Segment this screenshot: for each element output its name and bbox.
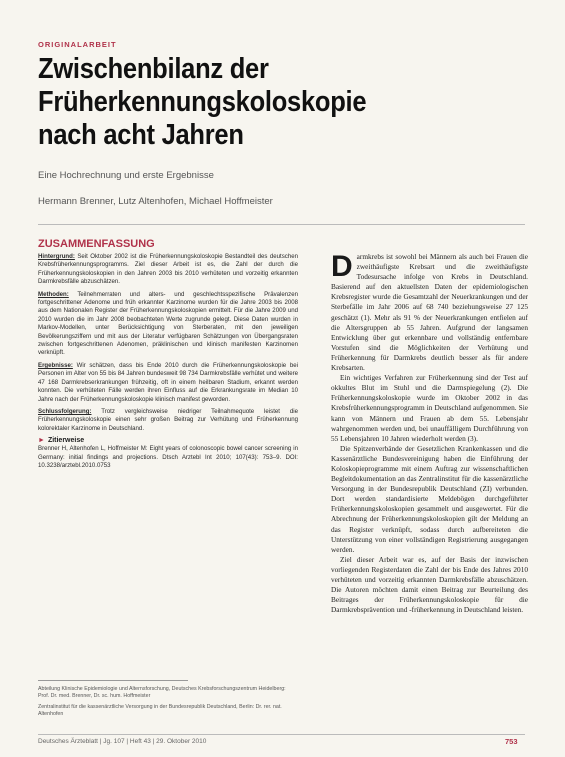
triangle-icon: ►	[38, 437, 45, 445]
footnote-divider	[38, 680, 188, 681]
abstract-keyword: Methoden:	[38, 290, 69, 298]
abstract-keyword: Ergebnisse:	[38, 361, 73, 369]
abstract-background	[38, 253, 298, 287]
body-paragraph-text: armkrebs ist sowohl bei Männern als auch bei Frauen die zweithäufigste Krebsart und die zweithäufigste Todesursache infolge von Krebs in Deutschland. Basierend auf den aktuellsten Daten der epidemiologischen Krebsregister wurde die Gesamtzahl der Neuerkrankungen und der Sterbefälle im Jahr 2006 auf 68 740 beziehungsweise 27 125 geschätzt (1). Mehr als 91 % der Neuerkrankungen entfielen auf die Altersgruppen ab 55 Jahren. Aufgrund der langsamen Entwicklung über gut erkennbare und vollständig entfernbare Vorstufen sind die Möglichkeiten der Verhütung und Früherkennung für Darmkrebs deutlich besser als für andere Krebsarten.	[331, 252, 528, 373]
abstract-keyword: Hintergrund:	[38, 253, 75, 260]
article-title: Zwischenbilanz der Früherkennungskoloskopie nach acht Jahren	[38, 53, 367, 151]
header-divider	[38, 224, 525, 225]
article-subtitle: Eine Hochrechnung und erste Ergebnisse	[38, 170, 214, 181]
body-paragraph: Ziel dieser Arbeit war es, auf der Basis der inzwischen vorliegenden Registerdaten die Zahl der bis Ende des Jahres 2010 verhüteten und vorzeitig erkannten Darmkrebsfälle abzuschätzen. Die Autoren möchten damit einen Beitrag zur Beurteilung des Beitrages der Früherkennungskoloskopie für die Darmkrebsprävention und -früherkennung in Deutschland leisten.	[331, 554, 528, 615]
body-paragraph: Ein wichtiges Verfahren zur Früherkennung sind der Test auf okkultes Blut im Stuhl und die Darmspiegelung (2). Die Früherkennungskoloskopie wurde im Oktober 2002 in das Krebsfrüherkennungsprogramm in Deutschland aufgenommen. Sie kann von Männern und Frauen ab dem 55. Lebensjahr wahrgenommen werden und, bei unauffälligem Durchführung von 55 Lebensjahren 10 Jahren wiederholt werden (3).	[331, 373, 528, 443]
body-text-column	[331, 252, 528, 722]
abstract-conclusion	[38, 408, 298, 433]
abstract-results	[38, 362, 298, 404]
abstract-methods	[38, 291, 298, 358]
abstract-box	[38, 238, 298, 733]
abstract-text: Wir schätzen, dass bis Ende 2010 durch die Früherkennungskoloskopie bei Personen im Alter von 55 bis 84 Jahren bundesweit 98 734 Darmkrebsfälle verhütet und weitere 47 168 Darmkrebserkrankungen frühzeitig, oft in einem heilbaren Stadium, erkannt werden konnten. Die verhüteten Fälle werden ihren Einfluss auf die Erkrankungsrate im Median 10 Jahre nach der Früherkennungskoloskopie klinisch manifest geworden.	[38, 361, 298, 403]
abstract-keyword: Schlussfolgerung:	[38, 407, 92, 415]
footnote-affiliation-1: Abteilung Klinische Epidemiologie und Alternsforschung, Deutsches Krebsforschungszentrum Heidelberg: Prof. Dr. med. Brenner, Dr. sc. hum. Hoffmeister	[38, 686, 286, 699]
article-authors: Hermann Brenner, Lutz Altenhofen, Michael Hoffmeister	[38, 196, 273, 207]
abstract-text: Seit Oktober 2002 ist die Früherkennungskoloskopie Bestandteil des deutschen Krebsfrüherkennungsprogramms. Ziel dieser Arbeit ist es, die Zahl der durch die Früherkennungskoloskopien in den Jahren 2003 bis 2010 verhüteten und vorzeitig erkannten Darmkrebsfälle abzuschätzen.	[38, 253, 298, 286]
journal-footer: Deutsches Ärzteblatt | Jg. 107 | Heft 43 | 29. Oktober 2010	[38, 738, 207, 745]
abstract-text: Trotz vergleichsweise niedriger Teilnahmequote leistet die Früherkennungskoloskopie einen sehr großen Beitrag zur Verhütung und Früherkennung kolorektaler Karzinome in Deutschland.	[38, 407, 298, 432]
footnote-affiliation-2: Zentralinstitut für die kassenärztliche Versorgung in der Bundesrepublik Deutschland, Berlin: Dr. rer. nat. Altenhofen	[38, 704, 282, 717]
abstract-heading: ZUSAMMENFASSUNG	[38, 238, 155, 250]
citation-heading-label: Zitierweise	[47, 437, 85, 445]
citation-heading	[38, 437, 298, 444]
abstract-text: Teilnehmerraten und alters- und geschlechtsspezifische Prävalenzen fortgeschrittener Adenome und früh erkannter Karzinome wurden für die Jahre 2003 bis 2008 aus dem Nationalen Register der Früherkennungskoloskopien ermittelt. Für die Jahre 2009 und 2010 wurden die im Jahr 2008 beobachteten Werte zugrunde gelegt. Diese Daten wurden in Markov-Modellen, unter Berücksichtigung von Sterberaten, mit den jeweiligen Bevölkerungsziffern und mit aus der Literatur verfügbaren Schätzungen von Übergangsraten zwischen fortgeschrittenen Adenomen, präklinischen und klinisch manifesten Karzinomen verknüpft.	[38, 290, 298, 357]
footer-divider	[38, 734, 525, 735]
drop-cap: D	[331, 252, 353, 283]
citation-text: Brenner H, Altenhofen L, Hoffmeister M: Eight years of colonoscopic bowel cancer screening in Germany: initial findings and projections. Dtsch Arztebl Int 2010; 107(43): 753–9. DOI: 10.3238/arztebl.2010.0753	[38, 445, 298, 469]
body-paragraph: Die Spitzenverbände der Gesetzlichen Krankenkassen und die Kassenärztliche Bundesvereinigung haben die Einführung der Koloskopieprogramme mit einem Auftrag zur wissenschaftlichen Begleitdokumentation an das Zentralinstitut für die kassenärztliche Versorgung in der Bundesrepublik Deutschland (ZI) verbunden. Dort werden standardisierte Meldebögen durchgeführter Früherkennungskoloskopien gesammelt und ausgewertet. Für die Abrechnung der Früherkennungskoloskopien gilt der Meldung an das Register verknüpft, sodass durch aufbereiteten die Unterstützung von einer vollständigen Registrierung ausgegangen werden.	[331, 443, 528, 554]
body-paragraph	[331, 252, 528, 373]
page-number: 753	[505, 737, 518, 746]
section-label: ORIGINALARBEIT	[38, 40, 117, 49]
